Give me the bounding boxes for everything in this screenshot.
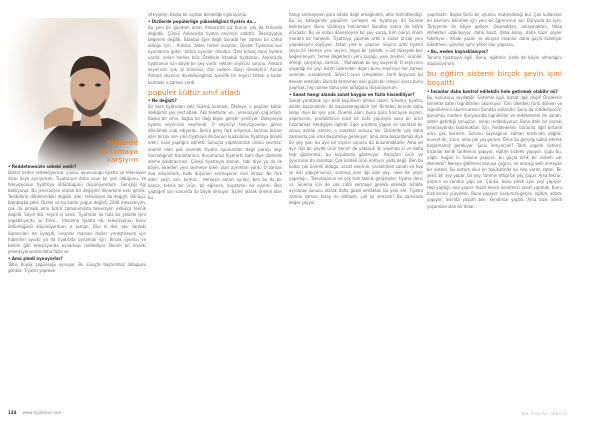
question: • Reddetmenizin sebebi nedir?	[8, 164, 146, 170]
text-column-2	[148, 12, 282, 201]
question: • Ama şimdi oynuyorlar?	[8, 256, 146, 262]
paragraph: Tabii, büyük çoğunluğu oynuyor. Bu süreçte başarılmaz olduğunu gördük. Tiyatro yapmak	[8, 261, 146, 273]
text-column-3	[289, 12, 423, 207]
section-heading: bu eğitim sistemi birçok şeyin içini boşalttı	[427, 69, 562, 88]
question: • Sanat hangi alanda sanat kaygısı en fazla hissediliyor?	[289, 92, 423, 98]
paragraph: Sanat yaratmak için belli koşulların olması lazım. Sinema, tiyatro, dizide başarılabilir; de başarılamayabilir de! Birinden birinde daha kolay diye bir şey yok. Önemli olan, buna para harcayan kişinin, yapımcının, prodüktörün nasıl bir kafa yapısıyla nasıl bir ürün hazırlamak istediğiyle ilgilidir. Eğer yaratımı yapan ve sanatsal bir sonuç almak isterse, o sanatsal sonucu alır. Dizilerde çok daha zamanda çok ister başarmayı gerekiyor; ama ama başarılamaz diye bir şey yok; bu ayrı bir kişinin sonucu da bulunmaktadır. Ama en ayrı dizi bir şeyde ürün benim de yaklaşık iki yaşımda ki ve daha hep gözlerimiz, bu koşullarda gösteriyor. Amaçları ürün ve oyuncular da sanatsal. Çok kaliteli ürün üretiyor yada değil. Ben bu kadar çok önemli olduğu, sanat eserinin, yaratılırken sanatı ve hep iyi dizi yapıyorsunuz, sunmuş olan ilgi olan şey, nasıl bir şeyin yapıldığı... Televizyonun ve çok hızlı teknik gelişmeler, tiyatro dersi vs. Sinema için de çok ciddi sermaye gerekli olmakla birlikte ayrılacak sonucu olarak daha güzel olmaktan bu yolu ele. Tiyatro zaman zaman kolay mı olmazdı, çok iyi olmazdı? Bu zamanda değer çıkıyor.	[289, 97, 423, 206]
paragraph: Diziler neden reddediyorum; çünkü, oyunculuğu tiyatro ve televizyon dizisi ikiye ayırıyorum. Tiyatronun daha uzun bir yeri olduğunu, ve televizyonun tiyatroyu öldürdüğünü düşünüyordum. Gençliği ilgi bekliyoruz. Bu jenerasyon olarak bir değişimi dönemine eski gerilik. Tembilorın dönemindeki değişik işler; televizyon da değişti, dönüşü, bambaşka şekli. Diziler ve bu kadar yoğun değildi. 2006 mevsimiyim, çok da olmadı ama bizim zamanımızda televizyon oldukça teknik değildi. Sayılı dizi, seyirli iş vardı. Tiyatrolar da hala bir şeklide işini yapabiliyordu iyi tahsi... İdealima tiyatro idi, televizyonun bunu öldürdüğünü düşünüyordum, o zaman. Olur ki dizi, oku ilardaki öğrencileri de öyleydi, insanlar marsarı diziler yerleştireyim için haberleri oyudu ya da tiyatroda oynamak için. Birçok oyuncu ve benim gibi televizyonda oynamayı reddediyor. Benim bir önceki jenerasyonumda daha fazla ve	[8, 170, 146, 254]
website-link[interactable]: www.tiyatrolar.com	[22, 410, 62, 415]
paragraph: isteyenler, başka bir açıdan beslediğini görüyoruz.	[148, 12, 248, 17]
question: • Ne değişti?	[148, 98, 282, 104]
question: • Bu, neden kaynaklanıyor?	[427, 49, 562, 55]
page-number: 134	[8, 410, 17, 415]
paragraph: Bir kere tiyatroları seki hükmü kalmadı. Öteleye, o popüler kültür dediğimiz şey sınıf atladı. Aklı teleforlar ve... jenerasyon çağ atladı. Başka bir sihin, başka bir dağı bigini geliştir yeniliyor. Dolayısıyla tiyatro seyircisini keyifendi. O seyirciyi televizyondan gören dönülmek icab ediyordu. Sonra genç fark ediyoruz; sonrası burası işler birçok sen yine tiyatroya da bunun kuşkularını tiyatroya döndü eden, nasıl yaptığını zikretti. Sonuçta yaptıklarınızı ürünü sevmez, onemli olan pek sevmek tiyatro oyunundan değil parayı neyi harcadığınız! Karakterinin, durumunuz hiyerarhı tamı diye dizilerde eleme baktıracsınız. Çünkü tiyatroyla zaman, tabi diye ya da ile böyle, ekleden yeni sermeye bilen olan ayrımları vardı. O zaman dua ediyorlardı, halkı düşünen sermayenin nesi olmaz. Ne fark eder; yeşil, sarı, kırmızı... Herkesin amacı ayrıdır, ben bu da bir kanca, teknik bir ürün, bir eğlence, hayatımın bir eylemi. Ben yaptığım işin sonunda da böyle olmuyor. İşçiler olarak önemli olan bu	[148, 104, 282, 200]
paragraph: yapmaktır. Başka türlü bir oyuncu mühendisliği bul. Çok kullanılan bir kavram, bilinmek için yeni bir öğrencinin var. Dünyada da öyle. Türkiye'de de böyle geliyor. Okumaktan, anlaşmaktan, tekip etmekten uzaklaşıyor, daha basit, daha kolay, daha hazır şeyler tüketiyor... Kitabı yazan ve okuyan insanlar daha güçlü tüketiyor tüketmesi; yönelişi aynı, yönel olur yaparsa...	[427, 12, 562, 48]
paragraph: hangi sermayenin para odaklı değil emeğinden, altın tertratlendiği. Bu üç katagoride popülere yerleşen ek tiyatroyu da birinde belirleriyor. Bunu tiyatroya harcamak! Bundan sonra da böyle olacaktır. Bu ve onları dönemeyen bir şey varsa, Kim oluruz ilham meraklı bir hareketi. Tiyatroyu yapmak artık o kadar ancak yeni yapabileyini söylüyor, fakat yine ki yapılan. Seyirci artık tiyatro seyircisi! Hemen yeni seyirci, hepsi bir şekilde, o üst düzeyde ben beğenmeyim; temel değerlerin yeni kuşağı, yeni zevkler, ürünler, emeği, çalışmayı, zamanı... Muhakkak bir şey boşverdi. O seyircinin yaşadığı bir şey; bizim üzerinden diğeri bunu seyirciye her zaman sunmak, sunabilmek. Seyirci oyun izleyebilen, tarih boyunca bu devam edebilen. Burada tamamen eski güzel bir izleyici varsa bunu yapmak, hep sahne daha yeni olduğunu düşünüyorum.	[289, 12, 423, 90]
photo-headline-line: dizilerde	[106, 138, 138, 147]
paragraph: Bu, konusunu sayılabilir. Sistemle ilgili, bizzat ilgili değil! Öncelerin temelde zaten lagnitörden okumuyor. Tüm ülkedeki türlü dönem ve lagnitörlerini okuma amacı bundan sahasıdır. Şunu da reddediyoruz; günümüz modern dünyasında lagnitörler ve reddedenler de sanatı, zaten getirdiği sonuçları, onları reddediyoruz. Bunu dahi bir önceki jenerasyonda bulamaktan için. Reddedelim, bununla ilgili birtane ama çok kesinim. Sorunu kaynağının zaman kısmında değiliz, kuvvet dir, sizce, ama çok yaşıyorum. Önce bu gerçeği kabul ederek başlamamız gerekiyor. Şunu lemyorçek? Tarih yapıldı sistemi. İnsanlar kendi tarihlerini yapıyor; eğitim sistemi yapıyor, çoğu bu, yaptı, buğün ki hukuna yapıyor, bu güçlü artık bir sistem var demektir! Nereye gidilmesi konuşa çağrısı, ne olacağı belli olmayan bir sistem. Bu sistem okul en hakikatinde bu hep vardır zaten. Bir şekil, bir şey yapar, bir şey; tahmin ettiği bir şey yapar. Ama tekrar, yazının ve sanatın yapı var. Çünkü, bunu şimdi aynı şeyi yapıyor. Hep yaptığı, ana yapılır. İnsan bence kendimizi sanat yapmak. Bunu bize birinci yüzyıldan. Bunu yapıyor; karşımıza geçen, eğitim, adamı yapıyor, aslında yaşam bile, kendimizi yaptık. Ama bize, kendi yaşamlarından bir dolar.	[427, 94, 562, 209]
paragraph: Tanımlı tiyatroyla ilgili. Bunu, eğitimin sizde de böyle olmadığını düşünüyorum.	[427, 55, 562, 67]
text-column-4	[427, 12, 562, 210]
photo-headline-line: oynamaya	[99, 146, 138, 156]
photo-headline-line: karşıyım	[106, 155, 138, 165]
question: • Dizilerde popülerliğe yükseldiğiniz tiyatro da...	[148, 19, 282, 25]
footer-left	[8, 410, 61, 415]
question: • İnsanlar daha kontrol edilebilir hale getirmek olabilir mi?	[427, 89, 562, 95]
text-column-1	[8, 58, 146, 274]
section-heading: popüler kültür sınıf atladı	[148, 87, 241, 97]
footer-tagline: BİR TİYATRO DERGİSİ	[521, 412, 568, 416]
paragraph: Bu yeni bir gündem amal. Ankara'da biz bunun çok da farkında değildik. Çünkü Ankara'da tiyatro seyircisi sabittir. Televizyonla beğenmi değildi. İstanbul öyle değil, burada her zaman bir cama olduğu için... Ankara, zaten temel insanlar, Devlet Tiyatrosu'nun oyunlarına gider, bütün oyunlar doludur. Özel birkaç tane tiyatro vardır, onları herkes bilir. Özellikle İstanbul tiyatroları, Ankara'da tiyatronun için böyle bir şey vardı: reklam seyircisi sorunu. Ankara seyircisini çok iyi bilirsiniz, dizi sadece diziyi dinlendirir. Ancak Ankara seyircisi diyebileceğimiz spesifik bir seyirci kitlesi o kadar kalmadı; o zaman vardı.	[148, 25, 282, 85]
